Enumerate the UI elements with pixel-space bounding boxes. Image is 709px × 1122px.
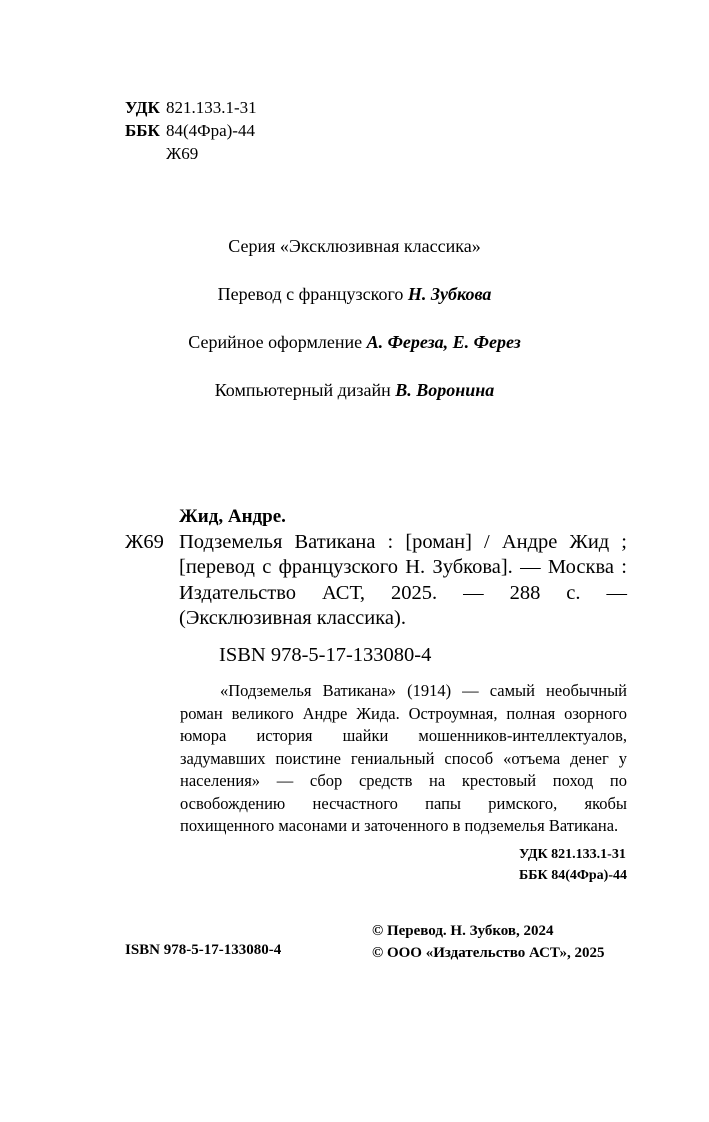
series-prefix: Серия — [228, 236, 280, 256]
design-line — [0, 328, 709, 376]
card-author: Жид, Андре. — [179, 506, 286, 527]
series-name: «Эксклюзивная классика» — [279, 236, 481, 256]
computer-design-prefix: Компьютерный дизайн — [214, 380, 396, 400]
annotation: «Подземелья Ватикана» (1914) — самый необычный роман великого Андре Жида. Остроумная, полная озорного юмора история шайки мошенников-интеллектуалов, задумавших поистине гениальный способ «отъема денег у населения» — сбор средств на крестовый поход по освобождению несчастного папы римского, якобы похищенного масонами и заточенного в подземелья Ватикана. — [180, 681, 627, 835]
copyright-block — [372, 920, 605, 964]
udk-right: УДК 821.133.1-31 — [519, 847, 626, 862]
udk-label: УДК — [125, 98, 160, 117]
card-isbn: ISBN 978-5-17-133080-4 — [219, 643, 432, 666]
translator-name: Н. Зубкова — [407, 284, 492, 304]
design-prefix: Серийное оформление — [188, 332, 367, 352]
bbk-row — [125, 119, 257, 142]
classification-block — [125, 96, 257, 165]
computer-design-line — [0, 376, 709, 424]
card-entry — [125, 530, 627, 632]
classification-right — [519, 844, 627, 886]
udk-value: 821.133.1-31 — [166, 98, 257, 117]
series-line — [0, 232, 709, 280]
copyright-translation: © Перевод. Н. Зубков, 2024 — [372, 923, 554, 939]
bbk-right: ББК 84(4Фра)-44 — [519, 868, 627, 883]
credits-block — [0, 232, 709, 424]
card-description: Подземелья Ватикана : [роман] / Андре Жид ; [перевод с французского Н. Зубкова]. — Москва : Издательство АСТ, 2025. — 288 с. — (Эксклюзивная классика). — [179, 530, 627, 629]
copyright-publisher: © ООО «Издательство АСТ», 2025 — [372, 945, 605, 961]
footer-isbn: ISBN 978-5-17-133080-4 — [125, 942, 282, 958]
designers-name: А. Фереза, Е. Ферез — [366, 332, 521, 352]
author-mark: Ж69 — [166, 144, 199, 163]
computer-designer-name: В. Воронина — [395, 380, 495, 400]
translation-line — [0, 280, 709, 328]
udk-row — [125, 96, 257, 119]
bbk-label: ББК — [125, 121, 160, 140]
card-mark: Ж69 — [125, 530, 164, 553]
bbk-value: 84(4Фра)-44 — [166, 121, 255, 140]
catalog-card — [125, 504, 627, 668]
translation-prefix: Перевод с французского — [217, 284, 408, 304]
